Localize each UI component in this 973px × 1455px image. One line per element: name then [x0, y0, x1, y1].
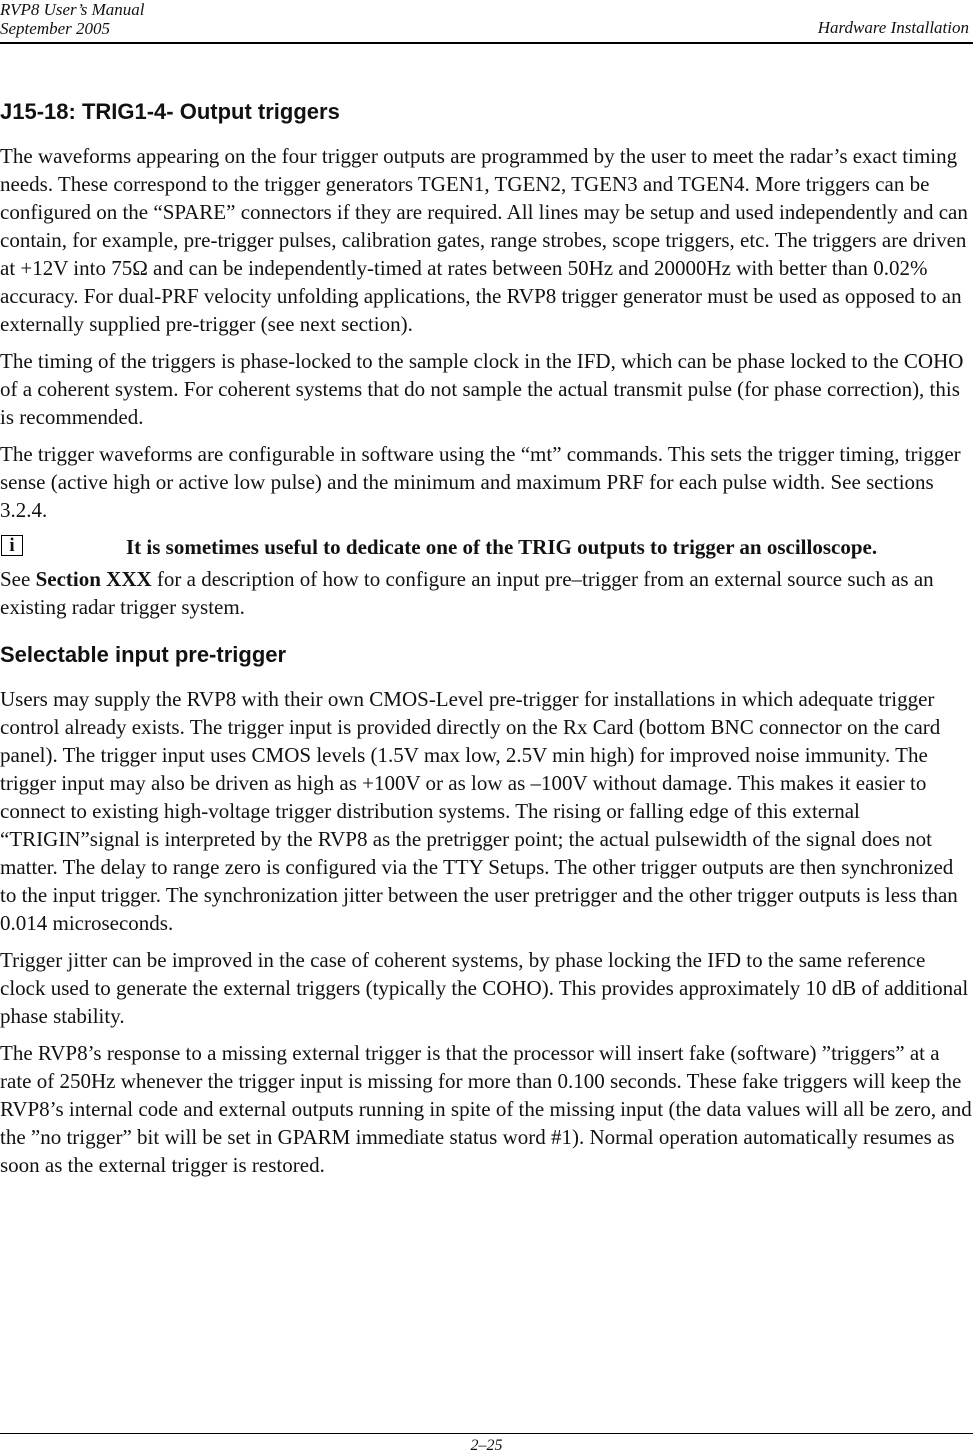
section-heading-input-pretrigger: Selectable input pre-trigger	[0, 642, 287, 667]
see-also-prefix: See	[0, 567, 36, 591]
chapter-title: Hardware Installation	[817, 18, 969, 37]
publication-date: September 2005	[0, 19, 111, 38]
paragraph: The timing of the triggers is phase-locked to the sample clock in the IFD, which can be phase locked to the COHO of a coherent system. For coherent systems that do not sample the actual transmit pulse (for phase correction), this is recommended.	[0, 349, 964, 429]
paragraph: The trigger waveforms are configurable in software using the “mt” commands. This sets the trigger timing, trigger sense (active high or active low pulse) and the minimum and maximum PRF for each pulse width. See sections 3.2.4.	[0, 442, 961, 522]
manual-title: RVP8 User’s Manual	[0, 0, 145, 19]
paragraph: The RVP8’s response to a missing external trigger is that the processor will insert fake (software) ”triggers” at a rate of 250Hz whenever the trigger input is missing for more than 0.100 seconds. These fake triggers will keep the RVP8’s internal code and external outputs running in spite of the missing input (the data values will all be zero, and the ”no trigger” bit will be set in GPARM immediate status word #1). Normal operation automatically resumes as soon as the external trigger is restored.	[0, 1041, 972, 1177]
paragraph: The waveforms appearing on the four trigger outputs are programmed by the user to meet the radar’s exact timing needs. These correspond to the trigger generators TGEN1, TGEN2, TGEN3 and TGEN4. More triggers can be configured on the “SPARE” connectors if they are required. All lines may be setup and used independently and can contain, for example, pre-trigger pulses, calibration gates, range strobes, scope triggers, etc. The triggers are driven at +12V into 75Ω and can be independently-timed at rates between 50Hz and 20000Hz with better than 0.02% accuracy. For dual-PRF velocity unfolding applications, the RVP8 trigger generator must be used as opposed to an externally supplied pre-trigger (see next section).	[0, 144, 968, 336]
see-also-text: for a description of how to configure an input pre–trigger from an external source such as an existing radar trigger system.	[0, 567, 934, 619]
note-text: It is sometimes useful to dedicate one of the TRIG outputs to trigger an oscilloscope.	[126, 535, 878, 559]
section-heading-output-triggers: J15-18: TRIG1-4- Output triggers	[0, 99, 340, 124]
page-number: 2–25	[470, 1437, 503, 1454]
page-body	[0, 98, 973, 1188]
paragraph: Users may supply the RVP8 with their own CMOS-Level pre-trigger for installations in which adequate trigger control already exists. The trigger input is provided directly on the Rx Card (bottom BNC connector on the card panel). The trigger input uses CMOS levels (1.5V max low, 2.5V min high) for improved noise immunity. The trigger input may also be driven as high as +100V or as low as –100V without damage. This makes it easier to connect to existing high-voltage trigger distribution systems. The rising or falling edge of this external “TRIGIN”signal is interpreted by the RVP8 as the pretrigger point; the actual pulsewidth of the signal does not matter. The delay to range zero is configured via the TTY Setups. The other trigger outputs are then synchronized to the input trigger. The synchronization jitter between the user pretrigger and the other trigger outputs is less than 0.014 microseconds.	[0, 687, 958, 935]
header-rule	[0, 42, 973, 44]
paragraph: Trigger jitter can be improved in the case of coherent systems, by phase locking the IFD to the same reference clock used to generate the external triggers (typically the COHO). This provides approximately 10 dB of additional phase stability.	[0, 948, 969, 1028]
see-also-paragraph	[0, 565, 973, 621]
running-header-left	[0, 0, 145, 38]
section-reference: Section XXX	[35, 567, 152, 591]
footer-rule	[0, 1433, 973, 1434]
info-icon: i	[1, 535, 23, 556]
info-note	[0, 533, 973, 561]
